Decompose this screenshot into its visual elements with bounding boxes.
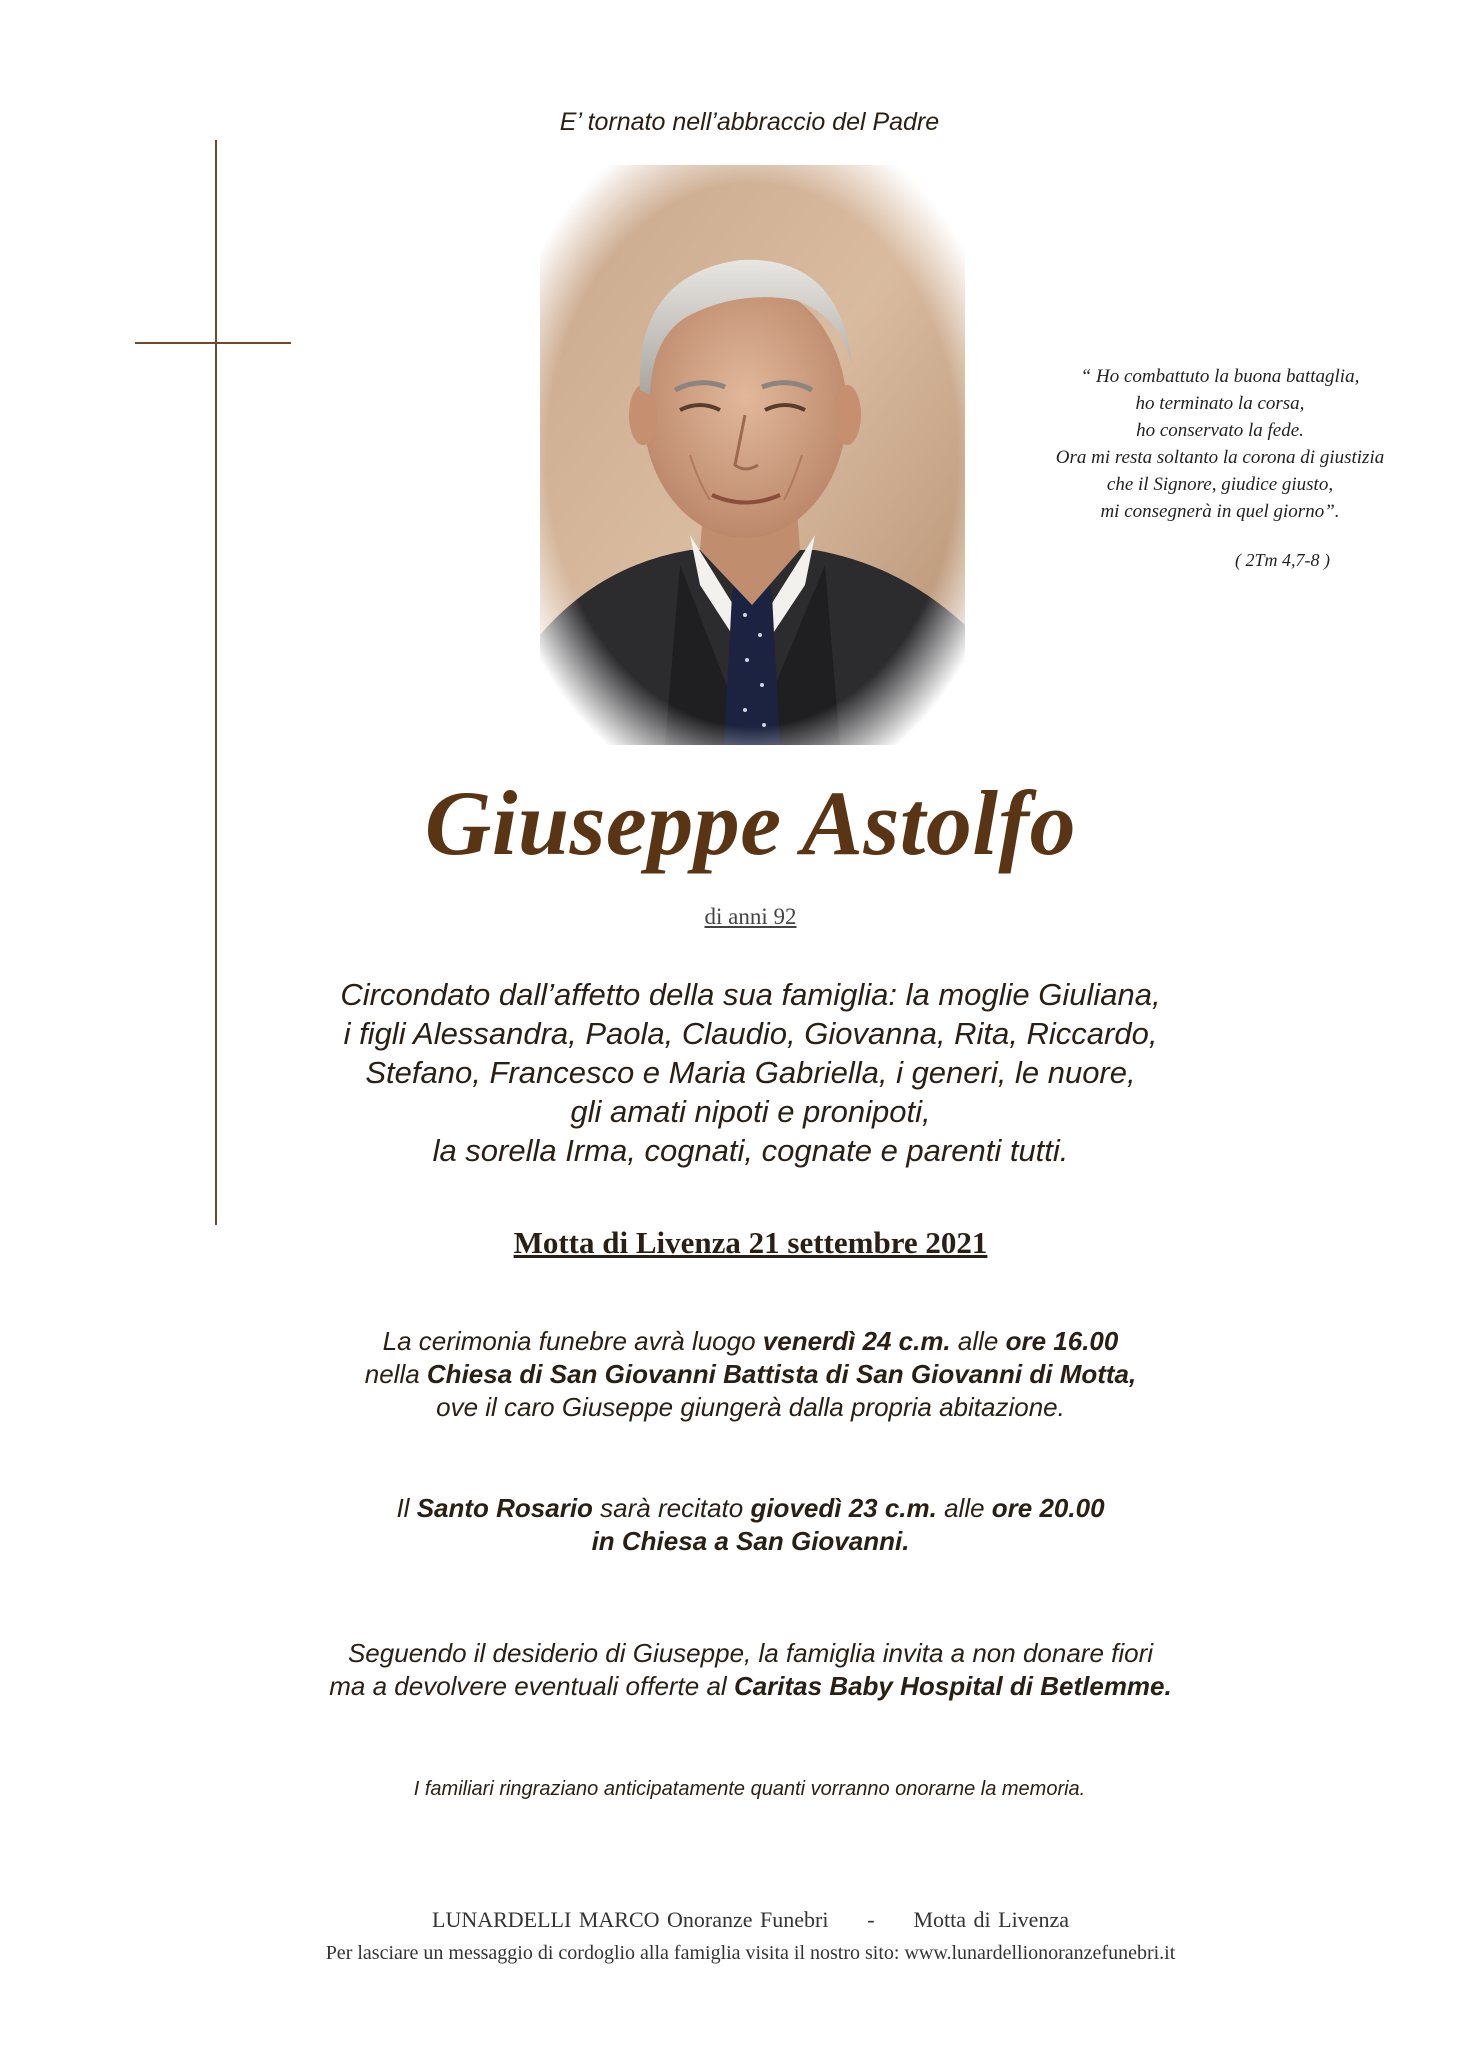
deceased-age: di anni 92 (704, 904, 797, 929)
quote-line: mi consegnerà in quel giorno”. (1100, 501, 1340, 522)
quote-line: Ora mi resta soltanto la corona di giustizia (1055, 447, 1385, 468)
town-name: Motta di Livenza (913, 1907, 1069, 1932)
funeral-home-line (0, 1907, 1477, 1933)
rosary-line-2: in Chiesa a San Giovanni. (591, 1526, 910, 1556)
family-announcement (0, 975, 1477, 1170)
family-line: Stefano, Francesco e Maria Gabriella, i generi, le nuore, (365, 1055, 1136, 1090)
rosary-line-1: Il Santo Rosario sarà recitato giovedì 23 c.m. alle ore 20.00 (396, 1493, 1105, 1523)
deceased-name: Giuseppe Astolfo (424, 772, 1077, 874)
cross-horizontal-bar (135, 342, 291, 344)
wish-line-1: Seguendo il desiderio di Giuseppe, la famiglia invita a non donare fiori (347, 1638, 1154, 1668)
portrait-photo (540, 165, 965, 745)
rosary-info (0, 1492, 1477, 1558)
ceremony-line-3: ove il caro Giuseppe giungerà dalla propria abitazione. (436, 1392, 1065, 1422)
bible-quote (1010, 363, 1430, 525)
service-name: Onoranze Funebri (667, 1907, 829, 1932)
quote-line: ho terminato la corsa, (1135, 393, 1305, 414)
company-name: LUNARDELLI MARCO (432, 1907, 660, 1932)
family-line: la sorella Irma, cognati, cognate e parenti tutti. (432, 1133, 1069, 1168)
place-and-date: Motta di Livenza 21 settembre 2021 (513, 1225, 988, 1260)
wish-line-2: ma a devolvere eventuali offerte al Caritas Baby Hospital di Betlemme. (329, 1671, 1172, 1701)
family-line: i figli Alessandra, Paola, Claudio, Giovanna, Rita, Riccardo, (343, 1016, 1158, 1051)
opening-phrase: E’ tornato nell’abbraccio del Padre (559, 108, 940, 136)
condolence-message: Per lasciare un messaggio di cordoglio alla famiglia visita il nostro sito: www.lunardellionoranzefunebri.it (325, 1942, 1176, 1964)
family-line: gli amati nipoti e pronipoti, (570, 1094, 931, 1129)
footer-separator: - (867, 1907, 875, 1932)
quote-line: “ Ho combattuto la buona battaglia, (1080, 366, 1360, 387)
ceremony-info (0, 1325, 1477, 1424)
quote-reference: ( 2Tm 4,7-8 ) (1235, 550, 1330, 570)
donation-wish (0, 1637, 1477, 1703)
ceremony-line-2: nella Chiesa di San Giovanni Battista di San Giovanni di Motta, (364, 1359, 1137, 1389)
portrait-illustration (540, 165, 965, 745)
ceremony-line-1: La cerimonia funebre avrà luogo venerdì 24 c.m. alle ore 16.00 (382, 1326, 1119, 1356)
quote-line: che il Signore, giudice giusto, (1106, 474, 1334, 495)
family-line: Circondato dall’affetto della sua famiglia: la moglie Giuliana, (340, 977, 1161, 1012)
thanks-note: I familiari ringraziano anticipatamente quanti vorranno onorarne la memoria. (413, 1778, 1086, 1800)
quote-line: ho conservato la fede. (1136, 420, 1304, 441)
